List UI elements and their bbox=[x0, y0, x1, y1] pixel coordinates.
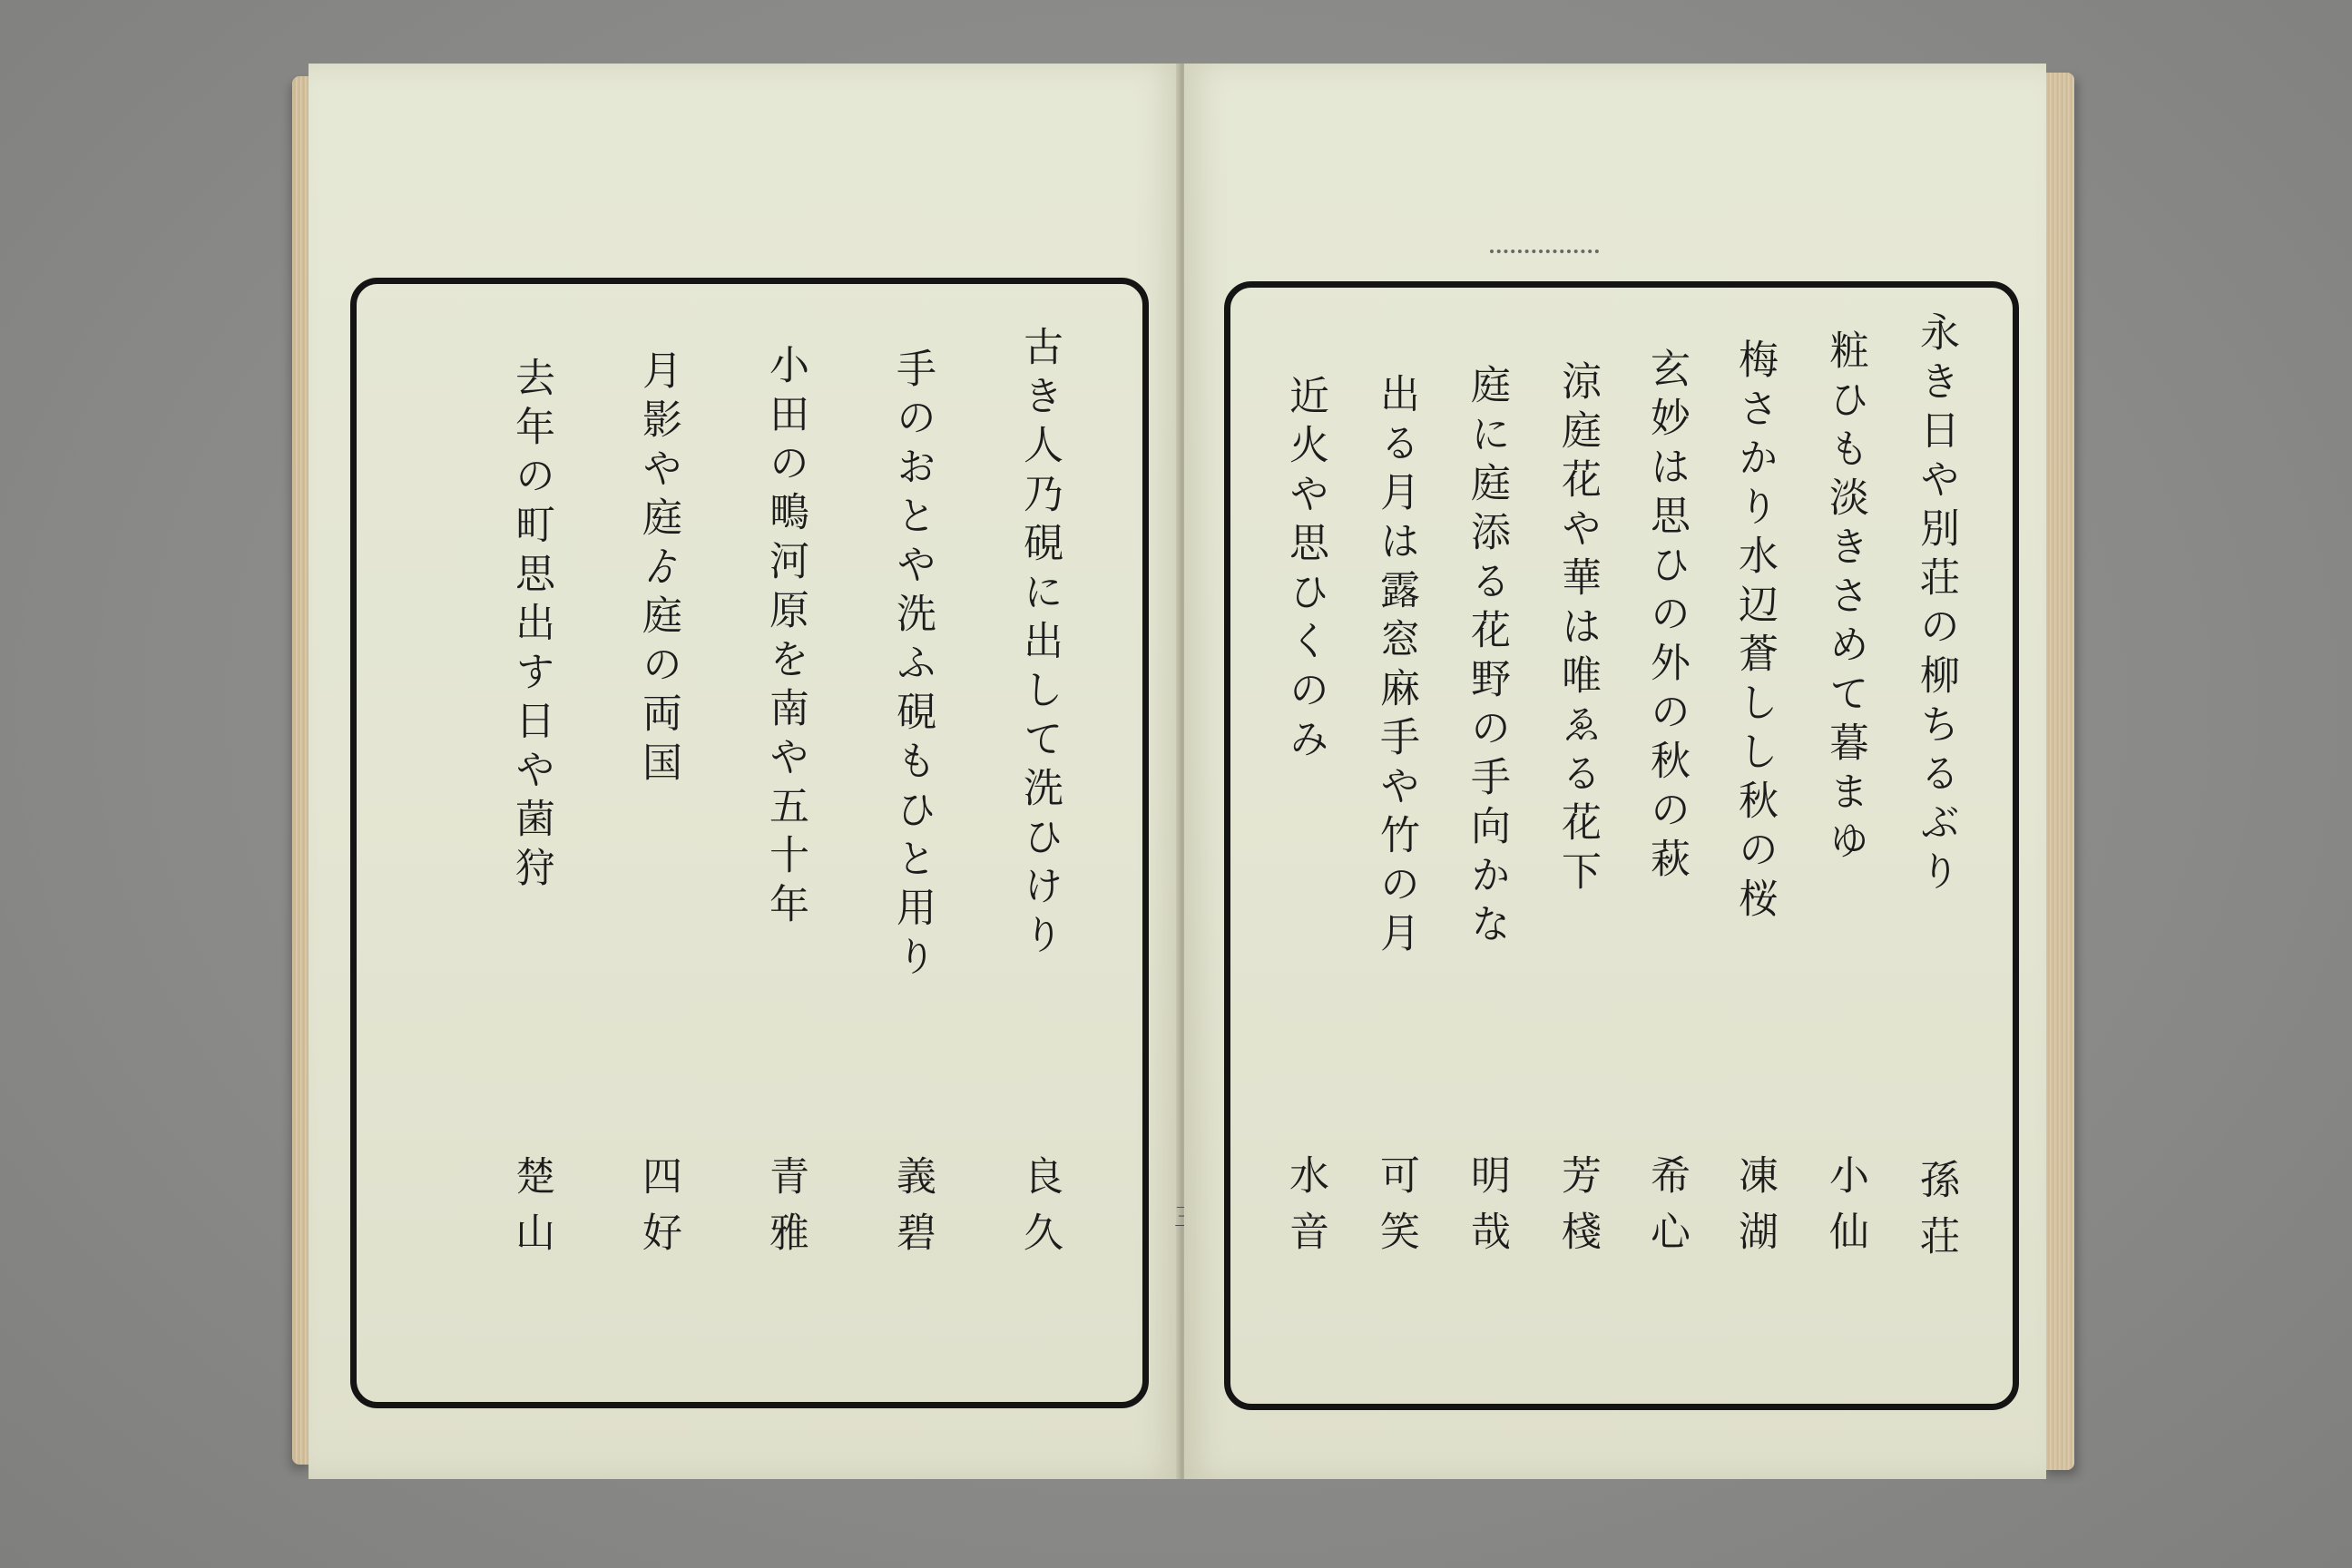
right-entry-2 bbox=[1816, 288, 1879, 1404]
right-entry-8 bbox=[1276, 288, 1339, 1404]
right-entry-3 bbox=[1725, 288, 1788, 1404]
haiku-verse: 近火や思ひくのみ bbox=[1282, 375, 1328, 767]
left-entry-1 bbox=[502, 284, 565, 1402]
haiku-author: 義碧 bbox=[889, 1155, 936, 1268]
haiku-verse: 月影や庭ゟ庭の両国 bbox=[635, 349, 681, 790]
left-entry-5 bbox=[1010, 284, 1073, 1402]
haiku-verse: 梅さかり水辺蒼しし秋の桜 bbox=[1731, 338, 1778, 926]
haiku-verse: 永き日や別荘の柳ちるぶり bbox=[1913, 311, 1959, 899]
left-entry-2 bbox=[629, 284, 692, 1402]
header-dots bbox=[1490, 250, 1599, 262]
haiku-verse: 手のおとや洗ふ硯もひと用り bbox=[889, 348, 936, 985]
haiku-author: 孫荘 bbox=[1913, 1159, 1959, 1271]
haiku-verse: 粧ひも淡きさめて暮まゆ bbox=[1822, 329, 1868, 868]
left-entry-4 bbox=[883, 284, 946, 1402]
left-page-frame bbox=[350, 278, 1149, 1408]
right-entry-5 bbox=[1548, 288, 1612, 1404]
haiku-verse: 玄妙は思ひの外の秋の萩 bbox=[1643, 348, 1690, 887]
haiku-verse: 涼庭花や華は唯ゑる花下 bbox=[1554, 360, 1601, 899]
haiku-author: 希心 bbox=[1643, 1154, 1690, 1267]
haiku-verse: 小田の鴫河原を南や五十年 bbox=[762, 344, 808, 932]
left-entry-3 bbox=[756, 284, 819, 1402]
haiku-author: 青雅 bbox=[762, 1155, 808, 1268]
haiku-verse: 出る月は露窓麻手や竹の月 bbox=[1373, 373, 1419, 961]
haiku-author: 明哉 bbox=[1464, 1154, 1510, 1267]
haiku-verse: 古き人乃硯に出して洗ひけり bbox=[1016, 326, 1063, 963]
right-page bbox=[1184, 64, 2046, 1479]
haiku-author: 可笑 bbox=[1373, 1154, 1419, 1267]
haiku-author: 四好 bbox=[635, 1155, 681, 1268]
right-entry-6 bbox=[1457, 288, 1521, 1404]
left-page bbox=[309, 64, 1180, 1479]
haiku-author: 水音 bbox=[1282, 1154, 1328, 1267]
haiku-author: 楚山 bbox=[508, 1155, 554, 1268]
haiku-author: 良久 bbox=[1016, 1155, 1063, 1268]
haiku-verse: 庭に庭添る花野の手向かな bbox=[1464, 364, 1510, 952]
right-entry-1 bbox=[1906, 288, 1970, 1404]
haiku-author: 小仙 bbox=[1822, 1154, 1868, 1267]
right-entry-7 bbox=[1367, 288, 1430, 1404]
right-page-frame bbox=[1224, 281, 2019, 1410]
page-edge-right bbox=[2042, 73, 2074, 1470]
haiku-author: 凍湖 bbox=[1731, 1154, 1778, 1267]
right-entry-4 bbox=[1637, 288, 1700, 1404]
open-book bbox=[299, 64, 2078, 1497]
haiku-verse: 去年の町思出す日や菌狩 bbox=[508, 357, 554, 896]
haiku-author: 芳棧 bbox=[1554, 1154, 1601, 1267]
